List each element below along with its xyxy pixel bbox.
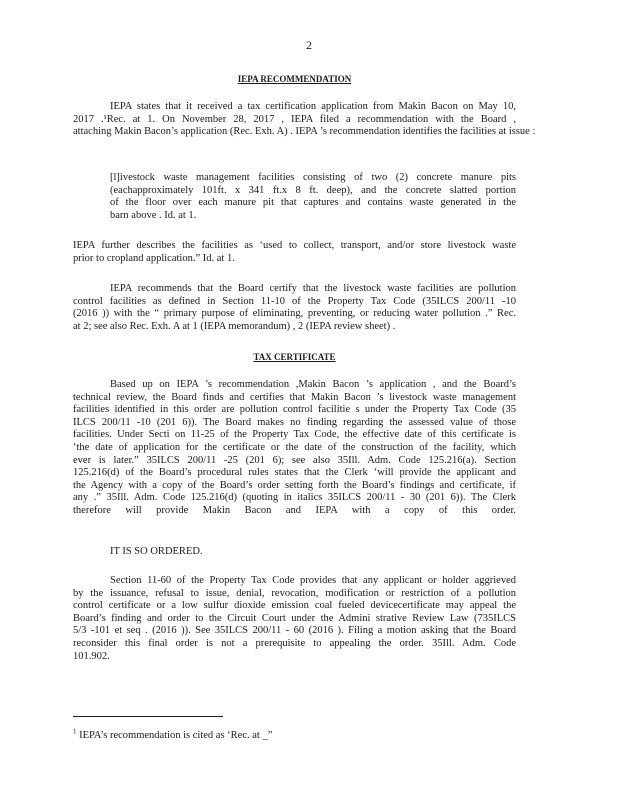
- footnote-divider: [73, 716, 223, 717]
- paragraph-board-finds: Based up on IEPA ’s recommendation ,Makin Bacon ’s application , and the Board’s technical review, the Board finds and certifies that Makin Bacon ’s livestock waste management facilities identified in this order are pollution control facilitie s under the Property Tax Code (35 ILCS 200/11 -10 (201 6)). The Board makes no finding regarding the assessed value of those facilities. Under Secti on 11-25 of the Property Tax Code, the effective date of this certificate is ‘the date of application for the certificate or the date of the construction of the facility, which ever is later.” 35ILCS 200/11 -25 (201 6); see also 35Ill. Adm. Code 125.216(a). Section 125.216(d) of the Board’s procedural rules states that the Clerk ‘will provide the applicant and the Agency with a copy of the Board’s order setting forth the Board’s findings and certificate, if any .” 35Ill. Adm. Code 125.216(d) (quoting in italics 35ILCS 200/11 - 30 (201 6)). The Clerk therefore will provide Makin Bacon and IEPA with a copy of this order.: [73, 379, 516, 516]
- paragraph-appeal: Section 11-60 of the Property Tax Code provides that any applicant or holder aggrieved by the issuance, refusal to issue, denial, revocation, modification or restriction of a pollution control certificate or a low sulfur dioxide emission coal fueled devicecertificate may appeal the Board’s finding and order to the Circuit Court under the Admini strative Review Law (735ILCS 5/3 -101 et seq . (2016 )). See 35ILCS 200/11 - 60 (2016 ). Filing a motion asking that the Board reconsider this final order is not a prerequisite to appealing the order. 35Ill. Adm. Code 101.902.: [73, 575, 516, 662]
- section-heading-tax-certificate: TAX CERTIFICATE: [253, 352, 336, 362]
- footnote: $^1$ IEPA’s recommendation is cited as ‘Rec. at _”: [73, 727, 273, 741]
- section-heading-iepa: IEPA RECOMMENDATION: [237, 74, 352, 84]
- paragraph-iepa-states: IEPA states that it received a tax certification application from Makin Bacon on May 10, 2017 .¹Rec. at 1. On November 28, 2017 , IEPA filed a recommendation with the Board , attaching Makin Bacon’s application (Rec. Exh. A) . IEPA ’s recommendation identifies the facilities at issue :: [73, 101, 536, 138]
- block-quote: [l]ivestock waste management facilities consisting of two (2) concrete manure pits (eachapproximately 101ft. x 341 ft.x 8 ft. deep), and the concrete slatted portion of the floor over each manure pit that captures and contains waste generated in the barn above . Id. at 1.: [110, 172, 516, 221]
- footnote-marker: 1: [73, 727, 77, 736]
- paragraph-iepa-describes: IEPA further describes the facilities as ‘used to collect, transport, and/or store livestock waste prior to cropland application.” Id. at 1.: [73, 240, 516, 264]
- page-number: 2: [306, 38, 312, 52]
- so-ordered: IT IS SO ORDERED.: [110, 546, 203, 557]
- paragraph-iepa-recommends: IEPA recommends that the Board certify that the livestock waste facilities are pollution control facilities as defined in Section 11-10 of the Property Tax Code (35ILCS 200/11 -10 (2016 )) with the “ primary purpose of eliminating, preventing, or reducing water pollution .” Rec. at 2; see also Rec. Exh. A at 1 (IEPA memorandum) , 2 (IEPA review sheet) .: [73, 283, 516, 332]
